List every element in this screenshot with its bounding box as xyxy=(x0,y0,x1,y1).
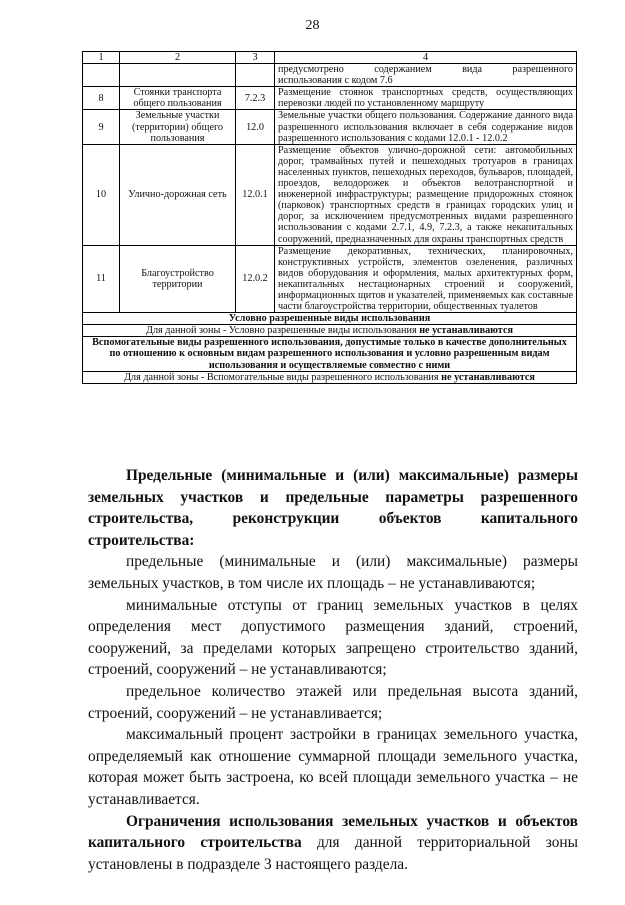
row-code: 12.0.2 xyxy=(236,245,275,313)
table-row xyxy=(83,87,577,110)
paragraph-coverage: максимальный процент застройки в границах земельного участка, определяемый как отношение суммарной площади земельного участка, которая может быть застроена, ко всей площади земельного участка – не устанавливается. xyxy=(88,726,578,808)
header-col-4: 4 xyxy=(275,52,577,64)
row-number: 11 xyxy=(83,245,120,313)
table-row xyxy=(83,110,577,144)
table-row xyxy=(83,144,577,245)
header-col-2: 2 xyxy=(120,52,236,64)
table-row xyxy=(83,245,577,313)
row-name: Земельные участки (территории) общего пользования xyxy=(120,110,236,144)
paragraph-restrictions: Ограничения использования земельных участков и объектов капитального строительства для данной территориальной зоны установлены в подразделе 3 настоящего раздела. xyxy=(88,812,578,873)
conditional-uses-title: Условно разрешенные виды использования xyxy=(83,313,577,325)
row-name: Благоустройство территории xyxy=(120,245,236,313)
row-name: Стоянки транспорта общего пользования xyxy=(120,87,236,110)
row-description: Размещение декоративных, технических, планировочных, конструктивных устройств, элементов озеленения, различных видов оборудования и оформления, малых архитектурных форм, некапитальных нестационарных строений и сооружений, информационных щитов и указателей, применяемых как составные части благоустройства территории, общественных туалетов xyxy=(275,245,577,313)
limits-heading: Предельные (минимальные и (или) максимальные) размеры земельных участков и предельные параметры разрешенного строительства, реконструкции объектов капитального строительства: xyxy=(88,467,578,549)
row-code: 7.2.3 xyxy=(236,87,275,110)
auxiliary-uses-title: Вспомогательные виды разрешенного использования, допустимые только в качестве дополнительных по отношению к основным видам разрешенного использования и условно разрешенным видам использования и осуществляемые совместно с ними xyxy=(83,337,577,371)
row-number: 8 xyxy=(83,87,120,110)
auxiliary-uses-note: Для данной зоны - Вспомогательные виды разрешенного использования не устанавливаются xyxy=(83,371,577,383)
paragraph-floors: предельное количество этажей или предельная высота зданий, строений, сооружений – не устанавливается; xyxy=(88,682,578,722)
body-text xyxy=(88,465,578,875)
conditional-uses-note-row xyxy=(83,325,577,337)
table-header-row xyxy=(83,52,577,64)
row-description: Размещение стоянок транспортных средств, осуществляющих перевозки людей по установленному маршруту xyxy=(275,87,577,110)
continuation-text: предусмотрено содержанием вида разрешенного использования с кодом 7.6 xyxy=(275,64,577,87)
table-row-continuation xyxy=(83,64,577,87)
paragraph-setbacks: минимальные отступы от границ земельных участков в целях определения мест допустимого размещения зданий, строений, сооружений, за пределами которых запрещено строительство зданий, строений, сооружений – не устанавливаются; xyxy=(88,596,578,679)
row-code: 12.0 xyxy=(236,110,275,144)
page-number: 28 xyxy=(305,18,320,33)
row-name: Улично-дорожная сеть xyxy=(120,144,236,245)
land-use-table xyxy=(82,51,577,384)
conditional-uses-note: Для данной зоны - Условно разрешенные виды использования не устанавливаются xyxy=(83,325,577,337)
paragraph-plot-size: предельные (минимальные и (или) максимальные) размеры земельных участков, в том числе их площадь – не устанавливаются; xyxy=(88,553,578,592)
conditional-uses-title-row xyxy=(83,313,577,325)
header-col-1: 1 xyxy=(83,52,120,64)
row-description: Земельные участки общего пользования. Содержание данного вида разрешенного использования включает в себя содержание видов разрешенного использования с кодами 12.0.1 - 12.0.2 xyxy=(275,110,577,144)
auxiliary-uses-note-row xyxy=(83,371,577,383)
auxiliary-uses-title-row xyxy=(83,337,577,371)
row-description: Размещение объектов улично-дорожной сети: автомобильных дорог, трамвайных путей и пешеходных тротуаров в границах населенных пунктов, пешеходных переходов, бульваров, площадей, проездов, велодорожек и объектов велотранспортной и инженерной инфраструктуры; размещение придорожных стоянок (парковок) транспортных средств в границах городских улиц и дорог, за исключением предусмотренных видами разрешенного использования с кодами 2.7.1, 4.9, 7.2.3, а также некапитальных сооружений, предназначенных для охраны транспортных средств xyxy=(275,144,577,245)
row-number: 9 xyxy=(83,110,120,144)
header-col-3: 3 xyxy=(236,52,275,64)
row-code: 12.0.1 xyxy=(236,144,275,245)
row-number: 10 xyxy=(83,144,120,245)
